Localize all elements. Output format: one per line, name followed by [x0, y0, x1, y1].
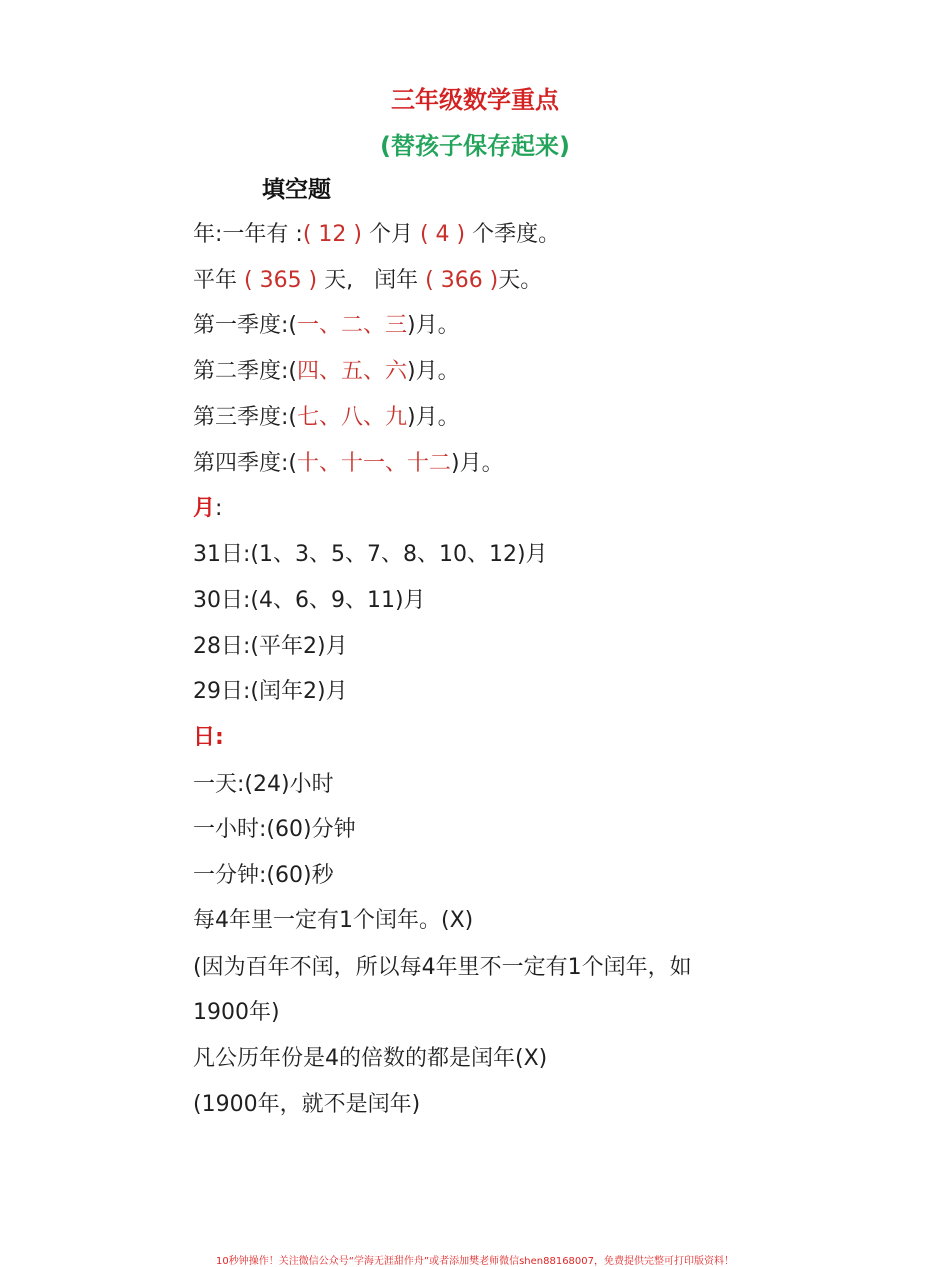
year-days-line — [193, 266, 542, 296]
quarter-months: 一、二、三 — [297, 313, 408, 338]
answer-365: ( 365 ) — [244, 268, 318, 293]
answer-366: ( 366 ) — [425, 268, 499, 293]
quarter-months: 七、八、九 — [297, 405, 408, 430]
day-line: 一小时:(60)分钟 — [193, 817, 356, 842]
quarter-label: 第二季度:( — [193, 359, 297, 384]
quarter-line — [193, 449, 504, 479]
answer-4: ( 4 ) — [419, 222, 466, 247]
quarter-line — [193, 403, 460, 433]
text: 个月 — [361, 222, 420, 247]
day-line: 每4年里一定有1个闰年。(X) — [193, 908, 474, 933]
day-line: 1900年) — [193, 1000, 280, 1025]
quarter-months: 四、五、六 — [297, 359, 408, 384]
month-line: 30日:(4、6、9、11)月 — [193, 588, 426, 613]
text: 天, 闰年 — [317, 268, 426, 293]
answer-12: ( 12 ) — [302, 222, 362, 247]
text: 个季度。 — [465, 222, 561, 247]
text: 天。 — [498, 268, 543, 293]
day-line: (因为百年不闰，所以每4年里不一定有1个闰年，如 — [193, 955, 692, 980]
quarter-tail: )月。 — [451, 451, 504, 476]
text: 平年 — [193, 268, 244, 293]
day-line: 一分钟:(60)秒 — [193, 863, 334, 888]
page-title: 三年级数学重点 — [391, 86, 559, 114]
quarter-line — [193, 357, 460, 387]
quarter-label: 第一季度:( — [193, 313, 297, 338]
section-heading-fill-blanks: 填空题 — [262, 177, 331, 203]
month-line: 28日:(平年2)月 — [193, 634, 348, 659]
quarter-months: 十、十一、十二 — [297, 451, 452, 476]
quarter-line — [193, 311, 460, 341]
day-line: (1900年，就不是闰年) — [193, 1092, 421, 1117]
month-line: 31日:(1、3、5、7、8、10、12)月 — [193, 542, 548, 567]
quarter-label: 第三季度:( — [193, 405, 297, 430]
footer-note: 10秒钟操作！关注微信公众号“学海无涯甜作舟”或者添加樊老师微信shen88168007，免费提供完整可打印版资料！ — [215, 1256, 735, 1267]
quarter-tail: )月。 — [407, 405, 460, 430]
day-line: 一天:(24)小时 — [193, 772, 334, 797]
text: 年:一年有 : — [193, 222, 303, 247]
month-heading-label: 月 — [193, 496, 216, 521]
day-heading: 日: — [193, 725, 224, 750]
month-heading — [193, 494, 222, 524]
day-line: 凡公历年份是4的倍数的都是闰年(X) — [193, 1046, 548, 1071]
year-months-line — [193, 220, 560, 250]
month-heading-colon: : — [215, 496, 223, 521]
page-subtitle: (替孩子保存起来) — [380, 132, 570, 160]
quarter-tail: )月。 — [407, 313, 460, 338]
month-line: 29日:(闰年2)月 — [193, 679, 348, 704]
quarter-label: 第四季度:( — [193, 451, 297, 476]
quarter-tail: )月。 — [407, 359, 460, 384]
